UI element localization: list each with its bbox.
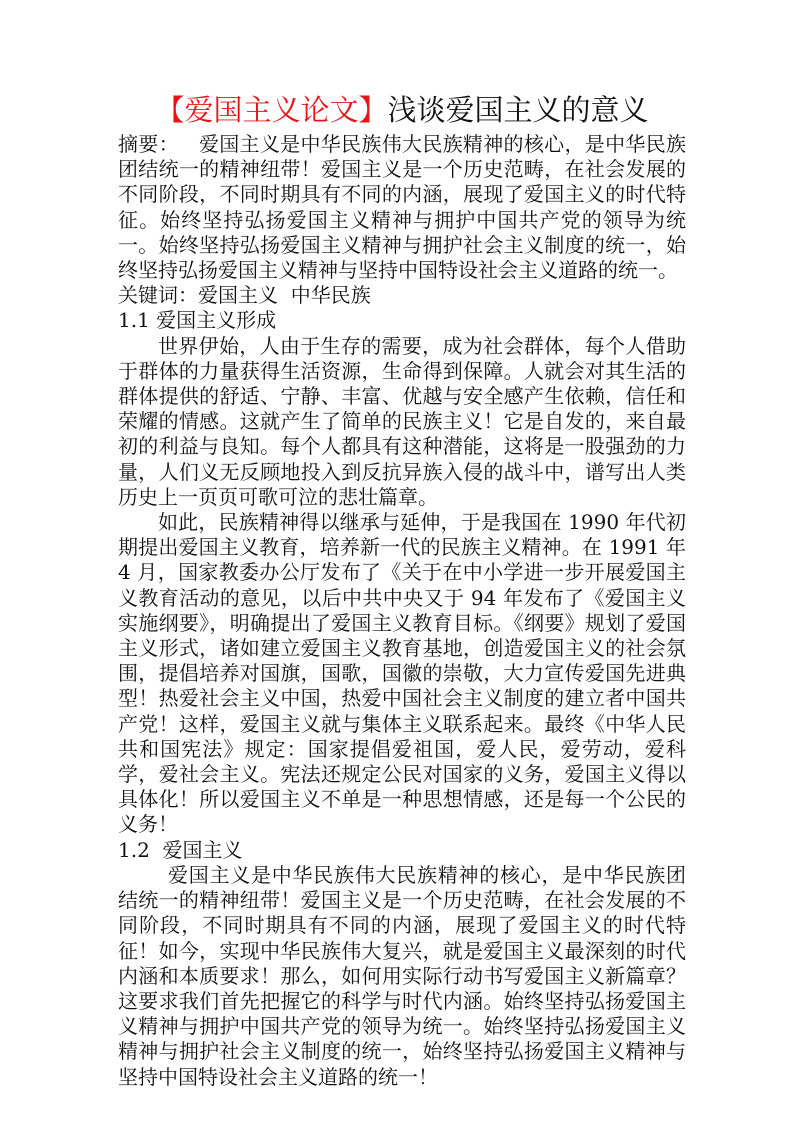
abstract [118, 132, 686, 283]
document-page [118, 90, 686, 1090]
abstract-text: 爱国主义是中华民族伟大民族精神的核心，是中华民族团结统一的精神纽带！爱国主义是一个历史范畴，在社会发展的不同阶段，不同时期具有不同的内涵，展现了爱国主义的时代特征。始终坚持弘扬爱国主义精神与拥护中国共产党的领导为统一。始终坚持弘扬爱国主义精神与拥护社会主义制度的统一，始终坚持弘扬爱国主义精神与坚持中国特设社会主义道路的统一。 [118, 132, 687, 283]
section-1-1-paragraph-2: 如此，民族精神得以继承与延伸，于是我国在 1990 年代初期提出爱国主义教育，培养新一代的民族主义精神。在 1991 年 4 月，国家教委办公厅发布了《关于在中小学进一步开展爱国主义教育活动的意见，以后中共中央又于 94 年发布了《爱国主义实施纲要》，明确提出了爱国主义教育目标。《纲要》规划了爱国主义形式，诸如建立爱国主义教育基地，创造爱国主义的社会氛围，提倡培养对国旗，国歌，国徽的崇敬，大力宣传爱国先进典型！热爱社会主义中国，热爱中国社会主义制度的建立者中国共产党！这样，爱国主义就与集体主义联系起来。最终《中华人民共和国宪法》规定：国家提倡爱祖国，爱人民，爱劳动，爱科学，爱社会主义。宪法还规定公民对国家的义务，爱国主义得以具体化！所以爱国主义不单是一种思想情感，还是每一个公民的义务！ [118, 510, 686, 837]
title-rest: 浅谈爱国主义的意义 [387, 93, 649, 127]
keywords-label: 关键词： [118, 283, 198, 308]
document-title [118, 90, 686, 130]
abstract-label: 摘要： [118, 132, 179, 156]
section-1-2-paragraph-1: 爱国主义是中华民族伟大民族精神的核心，是中华民族团结统一的精神纽带！爱国主义是一个历史范畴，在社会发展的不同阶段，不同时期具有不同的内涵，展现了爱国主义的时代特征！如今，实现中华民族伟大复兴，就是爱国主义最深刻的时代内涵和本质要求！那么，如何用实际行动书写爱国主义新篇章？这要求我们首先把握它的科学与时代内涵。始终坚持弘扬爱国主义精神与拥护中国共产党的领导为统一。始终坚持弘扬爱国主义精神与拥护社会主义制度的统一，始终坚持弘扬爱国主义精神与坚持中国特设社会主义道路的统一！ [118, 862, 686, 1089]
keywords-text: 爱国主义 中华民族 [198, 283, 371, 308]
keywords [118, 283, 686, 308]
section-1-1-paragraph-1: 世界伊始，人由于生存的需要，成为社会群体，每个人借助于群体的力量获得生活资源，生命得到保障。人就会对其生活的群体提供的舒适、宁静、丰富、优越与安全感产生依赖，信任和荣耀的情感。这就产生了简单的民族主义！它是自发的，来自最初的利益与良知。每个人都具有这种潜能，这将是一股强劲的力量，人们义无反顾地投入到反抗异族入侵的战斗中，谱写出人类历史上一页页可歌可泣的悲壮篇章。 [118, 333, 686, 509]
section-heading-1-1: 1.1 爱国主义形成 [118, 308, 277, 333]
title-highlight: 【爱国主义论文】 [155, 93, 388, 127]
section-heading-1-2: 1.2 爱国主义 [118, 837, 243, 862]
